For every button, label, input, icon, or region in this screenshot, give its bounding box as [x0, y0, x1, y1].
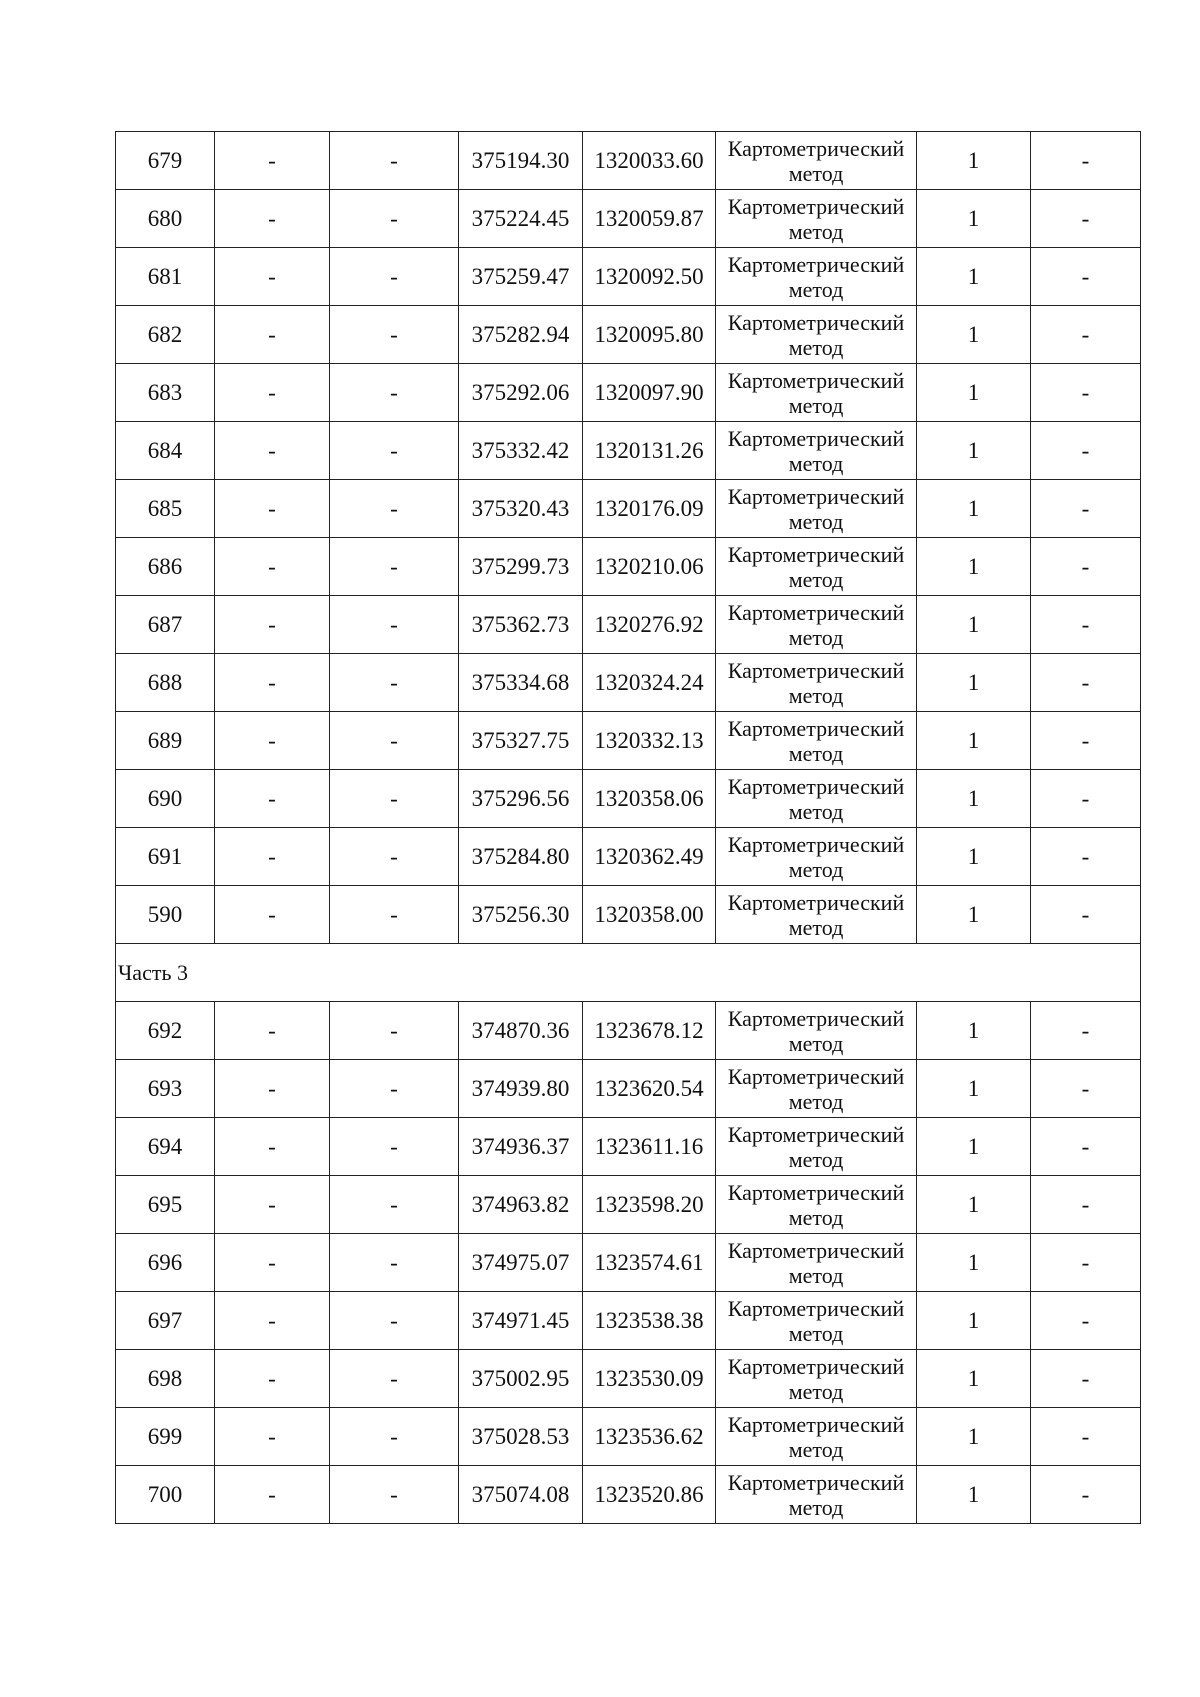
- method-line-1: Картометрический: [727, 483, 905, 509]
- empty-column-3-cell: -: [330, 886, 459, 944]
- y-coordinate-cell: 1320176.09: [583, 480, 716, 538]
- y-coordinate-cell: 1320358.06: [583, 770, 716, 828]
- y-coordinate-cell: 1320362.49: [583, 828, 716, 886]
- method-line-1: Картометрический: [727, 1179, 905, 1205]
- last-column-cell: -: [1031, 248, 1141, 306]
- point-number-cell: 696: [116, 1234, 215, 1292]
- method-cell: [716, 132, 917, 190]
- empty-column-3-cell: -: [330, 1118, 459, 1176]
- last-column-cell: -: [1031, 190, 1141, 248]
- table-row: [116, 480, 1141, 538]
- accuracy-cell: 1: [917, 1118, 1031, 1176]
- empty-column-2-cell: -: [215, 480, 330, 538]
- last-column-cell: -: [1031, 596, 1141, 654]
- empty-column-2-cell: -: [215, 886, 330, 944]
- method-cell: [716, 1176, 917, 1234]
- method-cell: [716, 654, 917, 712]
- x-coordinate-cell: 374975.07: [459, 1234, 583, 1292]
- method-line-1: Картометрический: [727, 831, 905, 857]
- empty-column-3-cell: -: [330, 654, 459, 712]
- last-column-cell: -: [1031, 770, 1141, 828]
- point-number-cell: 689: [116, 712, 215, 770]
- method-line-1: Картометрический: [727, 309, 905, 335]
- coordinates-table: [115, 131, 1141, 1524]
- y-coordinate-cell: 1323620.54: [583, 1060, 716, 1118]
- x-coordinate-cell: 374963.82: [459, 1176, 583, 1234]
- empty-column-3-cell: -: [330, 1408, 459, 1466]
- table-row: [116, 1118, 1141, 1176]
- method-line-1: Картометрический: [727, 889, 905, 915]
- y-coordinate-cell: 1320210.06: [583, 538, 716, 596]
- table-row: [116, 1350, 1141, 1408]
- last-column-cell: -: [1031, 538, 1141, 596]
- method-line-2: метод: [788, 798, 844, 824]
- last-column-cell: -: [1031, 654, 1141, 712]
- empty-column-2-cell: -: [215, 828, 330, 886]
- table-row: [116, 654, 1141, 712]
- table-row: [116, 1234, 1141, 1292]
- method-line-1: Картометрический: [727, 251, 905, 277]
- empty-column-3-cell: -: [330, 422, 459, 480]
- x-coordinate-cell: 375292.06: [459, 364, 583, 422]
- accuracy-cell: 1: [917, 712, 1031, 770]
- x-coordinate-cell: 375028.53: [459, 1408, 583, 1466]
- empty-column-3-cell: -: [330, 1060, 459, 1118]
- table-row: [116, 422, 1141, 480]
- last-column-cell: -: [1031, 364, 1141, 422]
- empty-column-2-cell: -: [215, 422, 330, 480]
- method-line-2: метод: [788, 1378, 844, 1404]
- empty-column-3-cell: -: [330, 1176, 459, 1234]
- method-line-2: метод: [788, 1030, 844, 1056]
- point-number-cell: 680: [116, 190, 215, 248]
- accuracy-cell: 1: [917, 828, 1031, 886]
- method-cell: [716, 770, 917, 828]
- method-cell: [716, 1002, 917, 1060]
- method-line-1: Картометрический: [727, 1063, 905, 1089]
- method-line-1: Картометрический: [727, 425, 905, 451]
- x-coordinate-cell: 375256.30: [459, 886, 583, 944]
- method-cell: [716, 538, 917, 596]
- accuracy-cell: 1: [917, 480, 1031, 538]
- empty-column-3-cell: -: [330, 248, 459, 306]
- table-row: [116, 1060, 1141, 1118]
- method-cell: [716, 886, 917, 944]
- empty-column-2-cell: -: [215, 1350, 330, 1408]
- last-column-cell: -: [1031, 1060, 1141, 1118]
- point-number-cell: 699: [116, 1408, 215, 1466]
- point-number-cell: 682: [116, 306, 215, 364]
- method-line-2: метод: [788, 450, 844, 476]
- section-row: [116, 944, 1141, 1002]
- point-number-cell: 693: [116, 1060, 215, 1118]
- method-cell: [716, 306, 917, 364]
- accuracy-cell: 1: [917, 1176, 1031, 1234]
- last-column-cell: -: [1031, 1466, 1141, 1524]
- empty-column-2-cell: -: [215, 248, 330, 306]
- point-number-cell: 700: [116, 1466, 215, 1524]
- accuracy-cell: 1: [917, 1408, 1031, 1466]
- method-line-1: Картометрический: [727, 715, 905, 741]
- empty-column-3-cell: -: [330, 190, 459, 248]
- empty-column-2-cell: -: [215, 538, 330, 596]
- method-cell: [716, 828, 917, 886]
- table-row: [116, 828, 1141, 886]
- last-column-cell: -: [1031, 712, 1141, 770]
- last-column-cell: -: [1031, 1002, 1141, 1060]
- accuracy-cell: 1: [917, 248, 1031, 306]
- x-coordinate-cell: 375332.42: [459, 422, 583, 480]
- point-number-cell: 692: [116, 1002, 215, 1060]
- x-coordinate-cell: 375194.30: [459, 132, 583, 190]
- method-cell: [716, 248, 917, 306]
- last-column-cell: -: [1031, 132, 1141, 190]
- point-number-cell: 679: [116, 132, 215, 190]
- accuracy-cell: 1: [917, 1234, 1031, 1292]
- y-coordinate-cell: 1323536.62: [583, 1408, 716, 1466]
- x-coordinate-cell: 375327.75: [459, 712, 583, 770]
- empty-column-3-cell: -: [330, 1234, 459, 1292]
- method-line-1: Картометрический: [727, 1469, 905, 1495]
- accuracy-cell: 1: [917, 886, 1031, 944]
- y-coordinate-cell: 1323611.16: [583, 1118, 716, 1176]
- empty-column-3-cell: -: [330, 828, 459, 886]
- accuracy-cell: 1: [917, 306, 1031, 364]
- x-coordinate-cell: 374870.36: [459, 1002, 583, 1060]
- method-line-2: метод: [788, 1320, 844, 1346]
- method-cell: [716, 1408, 917, 1466]
- accuracy-cell: 1: [917, 654, 1031, 712]
- method-cell: [716, 1060, 917, 1118]
- method-line-2: метод: [788, 508, 844, 534]
- y-coordinate-cell: 1320095.80: [583, 306, 716, 364]
- method-line-2: метод: [788, 682, 844, 708]
- method-line-1: Картометрический: [727, 1005, 905, 1031]
- method-cell: [716, 364, 917, 422]
- table-row: [116, 1466, 1141, 1524]
- last-column-cell: -: [1031, 1234, 1141, 1292]
- method-cell: [716, 1466, 917, 1524]
- accuracy-cell: 1: [917, 132, 1031, 190]
- empty-column-2-cell: -: [215, 596, 330, 654]
- method-line-1: Картометрический: [727, 1121, 905, 1147]
- table-row: [116, 190, 1141, 248]
- method-line-2: метод: [788, 276, 844, 302]
- empty-column-2-cell: -: [215, 1176, 330, 1234]
- point-number-cell: 697: [116, 1292, 215, 1350]
- x-coordinate-cell: 375224.45: [459, 190, 583, 248]
- method-line-1: Картометрический: [727, 599, 905, 625]
- y-coordinate-cell: 1320097.90: [583, 364, 716, 422]
- method-line-1: Картометрический: [727, 1295, 905, 1321]
- point-number-cell: 681: [116, 248, 215, 306]
- empty-column-3-cell: -: [330, 480, 459, 538]
- accuracy-cell: 1: [917, 1002, 1031, 1060]
- method-line-2: метод: [788, 740, 844, 766]
- empty-column-3-cell: -: [330, 132, 459, 190]
- empty-column-2-cell: -: [215, 1408, 330, 1466]
- last-column-cell: -: [1031, 1118, 1141, 1176]
- point-number-cell: 684: [116, 422, 215, 480]
- y-coordinate-cell: 1323598.20: [583, 1176, 716, 1234]
- empty-column-3-cell: -: [330, 1466, 459, 1524]
- last-column-cell: -: [1031, 1350, 1141, 1408]
- empty-column-3-cell: -: [330, 538, 459, 596]
- table-row: [116, 364, 1141, 422]
- accuracy-cell: 1: [917, 422, 1031, 480]
- table-row: [116, 886, 1141, 944]
- method-line-2: метод: [788, 1146, 844, 1172]
- empty-column-3-cell: -: [330, 1292, 459, 1350]
- accuracy-cell: 1: [917, 364, 1031, 422]
- empty-column-3-cell: -: [330, 712, 459, 770]
- point-number-cell: 688: [116, 654, 215, 712]
- method-line-2: метод: [788, 1204, 844, 1230]
- empty-column-3-cell: -: [330, 1350, 459, 1408]
- empty-column-2-cell: -: [215, 306, 330, 364]
- point-number-cell: 687: [116, 596, 215, 654]
- method-line-2: метод: [788, 1262, 844, 1288]
- point-number-cell: 683: [116, 364, 215, 422]
- last-column-cell: -: [1031, 422, 1141, 480]
- empty-column-2-cell: -: [215, 1118, 330, 1176]
- x-coordinate-cell: 375074.08: [459, 1466, 583, 1524]
- y-coordinate-cell: 1323530.09: [583, 1350, 716, 1408]
- method-line-2: метод: [788, 1494, 844, 1520]
- table-row: [116, 538, 1141, 596]
- x-coordinate-cell: 375259.47: [459, 248, 583, 306]
- table-row: [116, 1408, 1141, 1466]
- accuracy-cell: 1: [917, 1350, 1031, 1408]
- accuracy-cell: 1: [917, 1060, 1031, 1118]
- method-line-1: Картометрический: [727, 135, 905, 161]
- section-label: Часть 3: [116, 944, 1141, 1002]
- point-number-cell: 685: [116, 480, 215, 538]
- method-line-2: метод: [788, 392, 844, 418]
- empty-column-2-cell: -: [215, 132, 330, 190]
- y-coordinate-cell: 1320276.92: [583, 596, 716, 654]
- method-cell: [716, 422, 917, 480]
- x-coordinate-cell: 375296.56: [459, 770, 583, 828]
- point-number-cell: 691: [116, 828, 215, 886]
- y-coordinate-cell: 1320131.26: [583, 422, 716, 480]
- empty-column-3-cell: -: [330, 364, 459, 422]
- empty-column-2-cell: -: [215, 1466, 330, 1524]
- y-coordinate-cell: 1320059.87: [583, 190, 716, 248]
- point-number-cell: 694: [116, 1118, 215, 1176]
- accuracy-cell: 1: [917, 596, 1031, 654]
- empty-column-2-cell: -: [215, 712, 330, 770]
- table-body: [116, 132, 1141, 1524]
- method-cell: [716, 712, 917, 770]
- method-cell: [716, 1292, 917, 1350]
- accuracy-cell: 1: [917, 190, 1031, 248]
- last-column-cell: -: [1031, 306, 1141, 364]
- method-line-2: метод: [788, 566, 844, 592]
- method-line-2: метод: [788, 160, 844, 186]
- x-coordinate-cell: 375334.68: [459, 654, 583, 712]
- table-row: [116, 306, 1141, 364]
- method-line-1: Картометрический: [727, 1237, 905, 1263]
- last-column-cell: -: [1031, 828, 1141, 886]
- method-line-1: Картометрический: [727, 193, 905, 219]
- x-coordinate-cell: 375282.94: [459, 306, 583, 364]
- empty-column-2-cell: -: [215, 1234, 330, 1292]
- empty-column-2-cell: -: [215, 770, 330, 828]
- method-line-2: метод: [788, 218, 844, 244]
- empty-column-3-cell: -: [330, 770, 459, 828]
- method-cell: [716, 596, 917, 654]
- empty-column-3-cell: -: [330, 596, 459, 654]
- empty-column-3-cell: -: [330, 306, 459, 364]
- empty-column-2-cell: -: [215, 1002, 330, 1060]
- table-row: [116, 1292, 1141, 1350]
- method-line-1: Картометрический: [727, 1353, 905, 1379]
- x-coordinate-cell: 375362.73: [459, 596, 583, 654]
- method-line-2: метод: [788, 914, 844, 940]
- y-coordinate-cell: 1320358.00: [583, 886, 716, 944]
- last-column-cell: -: [1031, 1176, 1141, 1234]
- last-column-cell: -: [1031, 1292, 1141, 1350]
- accuracy-cell: 1: [917, 770, 1031, 828]
- point-number-cell: 698: [116, 1350, 215, 1408]
- empty-column-2-cell: -: [215, 1292, 330, 1350]
- accuracy-cell: 1: [917, 1466, 1031, 1524]
- method-line-2: метод: [788, 1436, 844, 1462]
- x-coordinate-cell: 375002.95: [459, 1350, 583, 1408]
- method-line-1: Картометрический: [727, 541, 905, 567]
- y-coordinate-cell: 1320033.60: [583, 132, 716, 190]
- x-coordinate-cell: 374939.80: [459, 1060, 583, 1118]
- method-line-1: Картометрический: [727, 773, 905, 799]
- empty-column-2-cell: -: [215, 364, 330, 422]
- table-row: [116, 712, 1141, 770]
- method-line-2: метод: [788, 856, 844, 882]
- empty-column-2-cell: -: [215, 190, 330, 248]
- method-line-2: метод: [788, 1088, 844, 1114]
- last-column-cell: -: [1031, 1408, 1141, 1466]
- table-row: [116, 596, 1141, 654]
- x-coordinate-cell: 374936.37: [459, 1118, 583, 1176]
- empty-column-3-cell: -: [330, 1002, 459, 1060]
- x-coordinate-cell: 375299.73: [459, 538, 583, 596]
- table-row: [116, 1176, 1141, 1234]
- method-line-2: метод: [788, 624, 844, 650]
- y-coordinate-cell: 1320092.50: [583, 248, 716, 306]
- x-coordinate-cell: 374971.45: [459, 1292, 583, 1350]
- method-cell: [716, 1118, 917, 1176]
- table-row: [116, 770, 1141, 828]
- point-number-cell: 686: [116, 538, 215, 596]
- table-row: [116, 1002, 1141, 1060]
- method-line-2: метод: [788, 334, 844, 360]
- y-coordinate-cell: 1323678.12: [583, 1002, 716, 1060]
- y-coordinate-cell: 1323520.86: [583, 1466, 716, 1524]
- x-coordinate-cell: 375320.43: [459, 480, 583, 538]
- y-coordinate-cell: 1323574.61: [583, 1234, 716, 1292]
- method-line-1: Картометрический: [727, 1411, 905, 1437]
- empty-column-2-cell: -: [215, 1060, 330, 1118]
- x-coordinate-cell: 375284.80: [459, 828, 583, 886]
- table-row: [116, 248, 1141, 306]
- y-coordinate-cell: 1323538.38: [583, 1292, 716, 1350]
- method-cell: [716, 190, 917, 248]
- last-column-cell: -: [1031, 480, 1141, 538]
- method-line-1: Картометрический: [727, 657, 905, 683]
- accuracy-cell: 1: [917, 1292, 1031, 1350]
- y-coordinate-cell: 1320332.13: [583, 712, 716, 770]
- empty-column-2-cell: -: [215, 654, 330, 712]
- y-coordinate-cell: 1320324.24: [583, 654, 716, 712]
- method-cell: [716, 480, 917, 538]
- method-cell: [716, 1350, 917, 1408]
- method-line-1: Картометрический: [727, 367, 905, 393]
- last-column-cell: -: [1031, 886, 1141, 944]
- accuracy-cell: 1: [917, 538, 1031, 596]
- table-row: [116, 132, 1141, 190]
- method-cell: [716, 1234, 917, 1292]
- point-number-cell: 695: [116, 1176, 215, 1234]
- point-number-cell: 590: [116, 886, 215, 944]
- point-number-cell: 690: [116, 770, 215, 828]
